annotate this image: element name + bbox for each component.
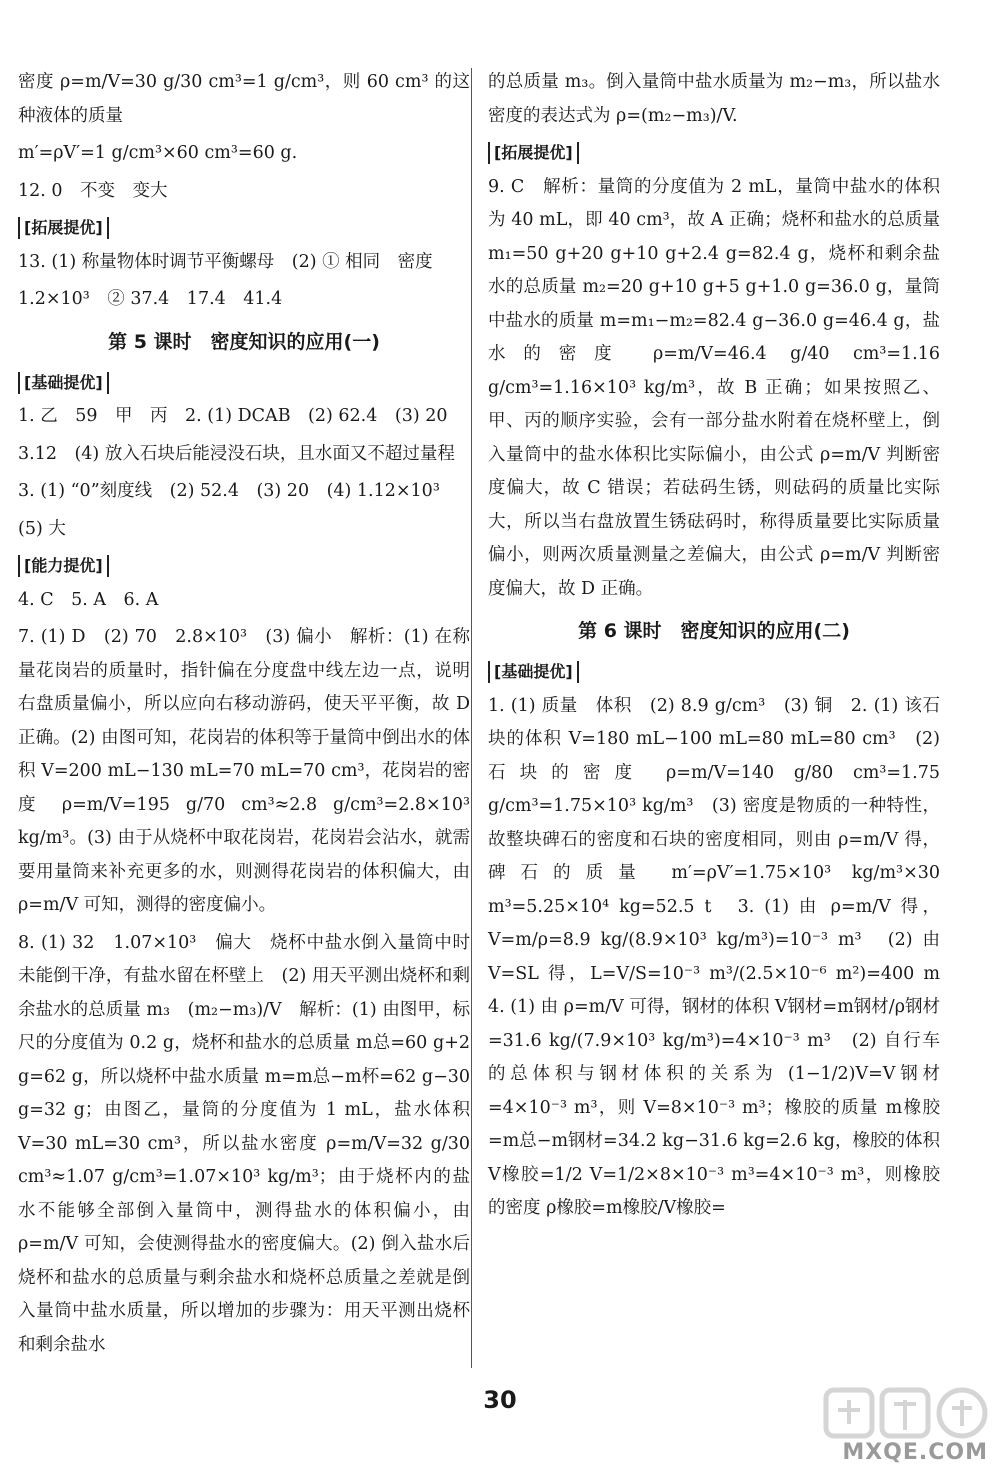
section-tag: [基础提优] — [488, 661, 579, 683]
answer-paragraph: 4. C 5. A 6. A — [18, 589, 159, 610]
answer-paragraph: 密度 ρ=m/V=30 g/30 cm³=1 g/cm³，则 60 cm³ 的这种液体的质量 — [18, 72, 470, 126]
answer-paragraph: 1.2×10³ ② 37.4 17.4 41.4 — [18, 289, 283, 309]
section-tag: [拓展提优] — [18, 217, 109, 239]
answer-paragraph: 1. 乙 59 甲 丙 2. (1) DCAB (2) 62.4 (3) 20 — [18, 406, 448, 426]
answer-paragraph: 7. (1) D (2) 70 2.8×10³ (3) 偏小 解析：(1) 在称量花岗岩的质量时，指针偏在分度盘中线左边一点，说明右盘质量偏小，所以应向右移动游码，使天平平衡，故 D 正确。(2) 由图可知，花岗岩的体积等于量筒中倒出水的体积 V=200 mL−130 mL=70 mL=70 cm³，花岗岩的密度 ρ=m/V=195 g/70 cm³≈2.8 g/cm³=2.8×10³ kg/m³。(3) 由于从烧杯中取花岗岩，花岗岩会沾水，就需要用量筒来补充更多的水，则测得花岗岩的体积偏大，由 ρ=m/V 可知，测得的密度偏小。 — [18, 627, 470, 915]
answer-paragraph: (5) 大 — [18, 518, 66, 539]
right-column — [488, 66, 958, 1230]
section-tag: [拓展提优] — [488, 142, 579, 164]
column-divider — [471, 68, 472, 1368]
answer-paragraph: 3. (1) “0”刻度线 (2) 52.4 (3) 20 (4) 1.12×10³ — [18, 481, 440, 501]
page-number: 30 — [483, 1386, 517, 1414]
lesson-heading: 第 5 课时 密度知识的应用(一) — [108, 330, 380, 353]
answer-paragraph: 13. (1) 称量物体时调节平衡螺母 (2) ① 相同 密度 — [18, 251, 433, 272]
watermark-text: MXQE.COM — [842, 1440, 988, 1465]
answer-paragraph: 3.12 (4) 放入石块后能浸没石块，且水面又不超过量程 — [18, 443, 455, 464]
answer-paragraph: 1. (1) 质量 体积 (2) 8.9 g/cm³ (3) 铜 2. (1) 该石块的体积 V=180 mL−100 mL=80 mL=80 cm³ (2) 石块的密度 ρ=m/V=140 g/80 cm³=1.75 g/cm³=1.75×10³ kg/m³ (3) 密度是物质的一种特性，故整块碑石的密度和石块的密度相同，则由 ρ=m/V 得，碑石的质量 m′=ρV′=1.75×10³ kg/m³×30 m³=5.25×10⁴ kg=52.5 t 3. (1) 由 ρ=m/V 得，V=m/ρ=8.9 kg/(8.9×10³ kg/m³)=10⁻³ m³ (2) 由 V=SL 得，L=V/S=10⁻³ m³/(2.5×10⁻⁶ m²)=400 m 4. (1) 由 ρ=m/V 可得，钢材的体积 V钢材=m钢材/ρ钢材=31.6 kg/(7.9×10³ kg/m³)=4×10⁻³ m³ (2) 自行车的总体积与钢材体积的关系为 (1−1/2)V=V钢材=4×10⁻³ m³，则 V=8×10⁻³ m³；橡胶的质量 m橡胶=m总−m钢材=34.2 kg−31.6 kg=2.6 kg，橡胶的体积 V橡胶=1/2 V=1/2×8×10⁻³ m³=4×10⁻³ m³，则橡胶的密度 ρ橡胶=m橡胶/V橡胶= — [488, 695, 958, 1218]
answer-paragraph: 9. C 解析：量筒的分度值为 2 mL，量筒中盐水的体积为 40 mL，即 40 cm³，故 A 正确；烧杯和盐水的总质量 m₁=50 g+20 g+10 g+2.4 g=82.4 g，烧杯和剩余盐水的总质量 m₂=20 g+10 g+5 g+1.0 g=36.0 g，量筒中盐水的质量 m=m₁−m₂=82.4 g−36.0 g=46.4 g，盐水的密度 ρ=m/V=46.4 g/40 cm³=1.16 g/cm³=1.16×10³ kg/m³，故 B 正确；如果按照乙、甲、丙的顺序实验，会有一部分盐水附着在烧杯壁上，倒入量筒中的盐水体积比实际偏小，由公式 ρ=m/V 判断密度偏大，故 C 错误；若砝码生锈，则砝码的质量比实际大，所以当右盘放置生锈砝码时，称得质量要比实际质量偏小，则两次质量测量之差偏大，由公式 ρ=m/V 判断密度偏大，故 D 正确。 — [488, 176, 940, 599]
answer-paragraph: 12. 0 不变 变大 — [18, 180, 168, 201]
left-column — [18, 66, 470, 1366]
section-tag: [能力提优] — [18, 555, 109, 577]
section-tag: [基础提优] — [18, 372, 109, 394]
answer-paragraph: m′=ρV′=1 g/cm³×60 cm³=60 g. — [18, 143, 298, 163]
answer-paragraph: 的总质量 m₃。倒入量筒中盐水质量为 m₂−m₃，所以盐水密度的表达式为 ρ=(m₂−m₃)/V. — [488, 72, 940, 126]
answer-paragraph: 8. (1) 32 1.07×10³ 偏大 烧杯中盐水倒入量筒中时未能倒干净，有盐水留在杯壁上 (2) 用天平测出烧杯和剩余盐水的总质量 m₃ (m₂−m₃)/V 解析：(1) 由图甲，标尺的分度值为 0.2 g，烧杯和盐水的总质量 m总=60 g+2 g=62 g，所以烧杯中盐水质量 m=m总−m杯=62 g−30 g=32 g；由图乙，量筒的分度值为 1 mL，盐水体积 V=30 mL=30 cm³，所以盐水密度 ρ=m/V=32 g/30 cm³≈1.07 g/cm³=1.07×10³ kg/m³；由于烧杯内的盐水不能够全部倒入量筒中，测得盐水的体积偏小，由 ρ=m/V 可知，会使测得盐水的密度偏大。(2) 倒入盐水后烧杯和盐水的总质量与剩余盐水和烧杯总质量之差就是倒入量筒中盐水质量，所以增加的步骤为：用天平测出烧杯和剩余盐水 — [18, 932, 470, 1355]
lesson-heading: 第 6 课时 密度知识的应用(二) — [578, 620, 850, 642]
